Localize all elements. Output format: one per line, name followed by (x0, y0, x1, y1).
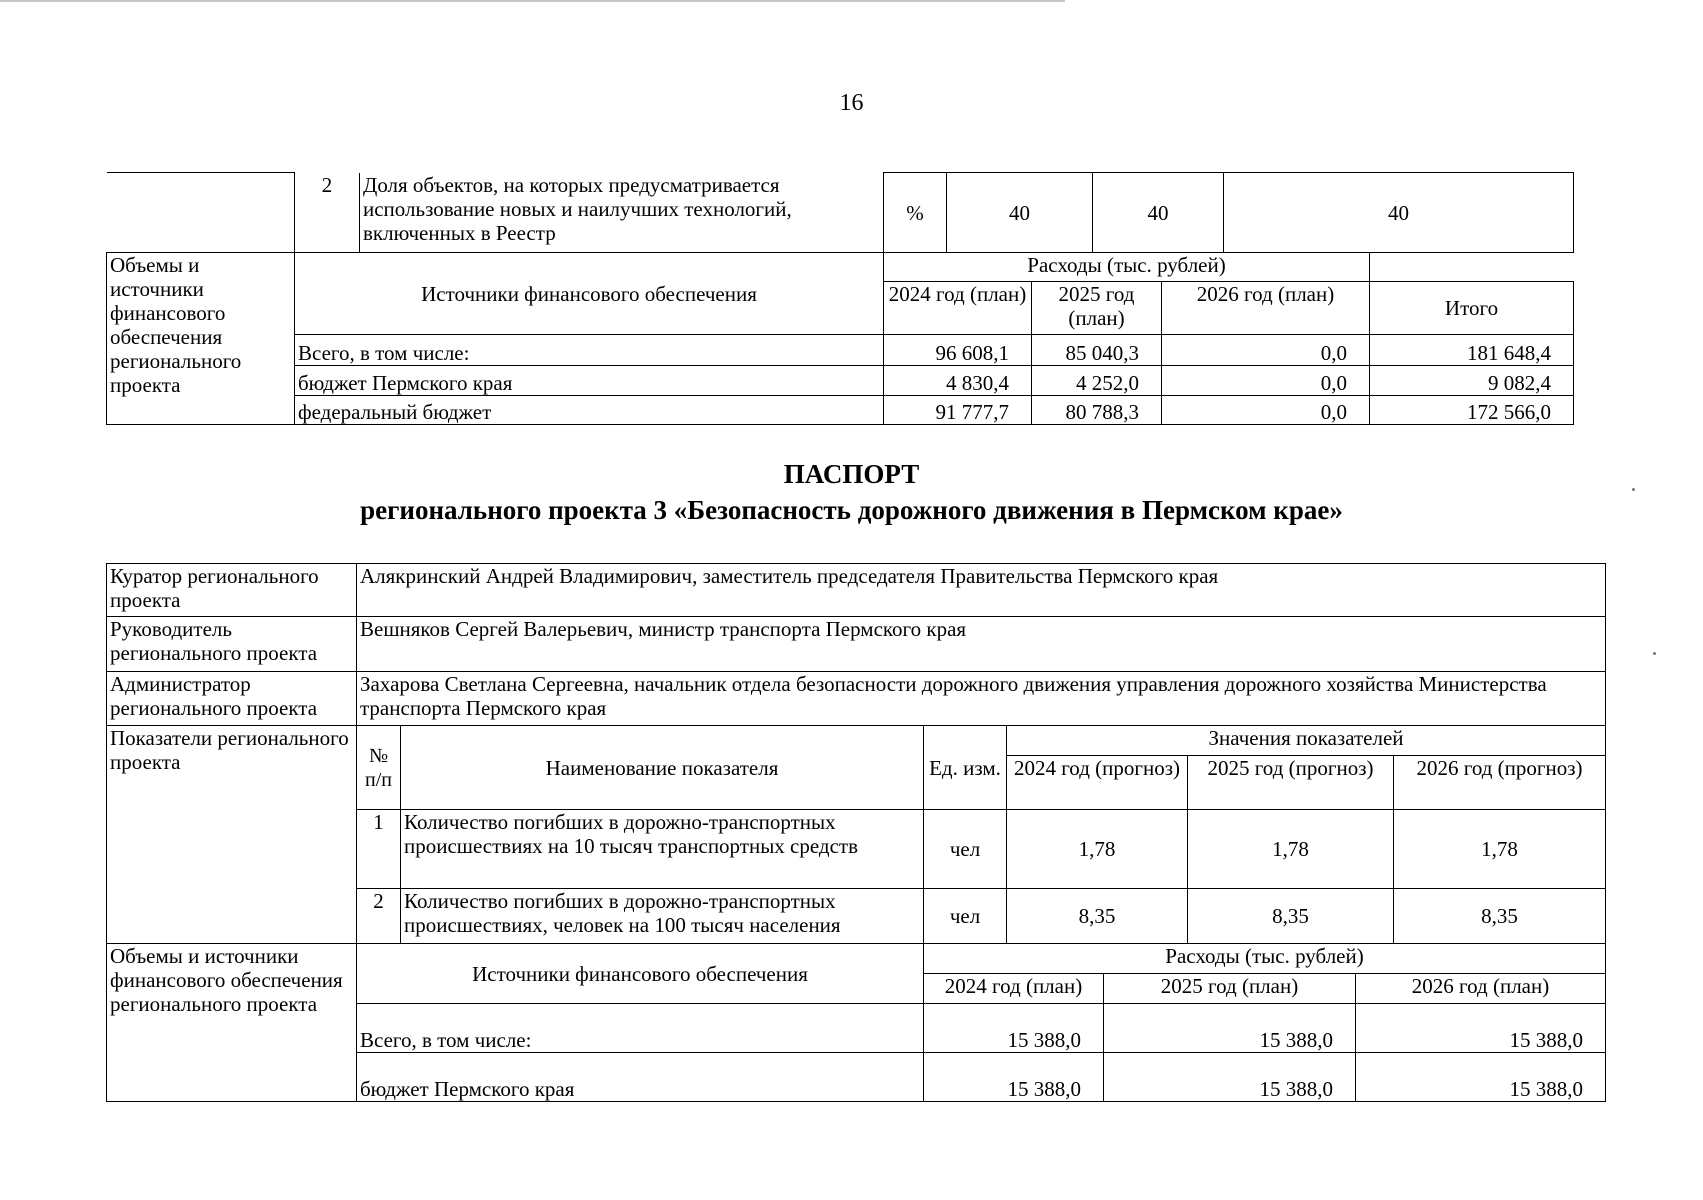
passport-title: ПАСПОРТ (783, 459, 920, 489)
curator-value: Алякринский Андрей Владимирович, заместитель председателя Правительства Пермского края (357, 564, 1606, 617)
indicator-value-2025: 1,78 (1188, 810, 1394, 889)
head-label: Руководитель регионального проекта (107, 617, 357, 672)
row-number: 2 (295, 173, 360, 253)
source-name: Всего, в том числе: (357, 1004, 924, 1053)
value-2024: 91 777,7 (884, 396, 1032, 425)
value-2025: 15 388,0 (1104, 1053, 1356, 1102)
indicator-value-2026: 1,78 (1394, 810, 1606, 889)
source-name: бюджет Пермского края (295, 366, 884, 396)
sources-header: Источники финансового обеспечения (357, 944, 924, 1004)
value-2024: 4 830,4 (884, 366, 1032, 396)
value-total: 9 082,4 (1370, 366, 1574, 396)
values-header: Значения показателей (1007, 726, 1606, 756)
value-2025: 85 040,3 (1032, 335, 1162, 366)
empty-cell (107, 173, 295, 253)
indicators-label: Показатели регионального проекта (107, 726, 357, 944)
indicator-name-header: Наименование показателя (401, 726, 924, 810)
source-name: федеральный бюджет (295, 396, 884, 425)
num-header: № п/п (357, 726, 401, 810)
continuation-table (106, 172, 1574, 425)
scan-edge-line (0, 0, 1065, 2)
plan-header-2026: 2026 год (план) (1356, 974, 1606, 1004)
row-number: 2 (357, 889, 401, 944)
indicator-unit: % (884, 173, 947, 253)
indicator-name: Количество погибших в дорожно-транспортных происшествиях, человек на 100 тысяч населения (401, 889, 924, 944)
indicator-name: Количество погибших в дорожно-транспортных происшествиях на 10 тысяч транспортных средств (401, 810, 924, 889)
financing-row (107, 396, 1574, 425)
indicator-value-2024: 1,78 (1007, 810, 1188, 889)
indicator-unit: чел (924, 810, 1007, 889)
forecast-header-2025: 2025 год (прогноз) (1188, 756, 1394, 810)
indicator-name: Доля объектов, на которых предусматривается использование новых и наилучших технологий, включенных в Реестр (360, 173, 884, 253)
indicator-unit: чел (924, 889, 1007, 944)
value-2026: 15 388,0 (1356, 1004, 1606, 1053)
sources-header: Источники финансового обеспечения (295, 253, 884, 335)
year-header-2025: 2025 год (план) (1032, 282, 1162, 335)
year-header-2024: 2024 год (план) (884, 282, 1032, 335)
expenses-header: Расходы (тыс. рублей) (924, 944, 1606, 974)
admin-row (107, 672, 1606, 726)
curator-row (107, 564, 1606, 617)
passport-subtitle: регионального проекта 3 «Безопасность дорожного движения в Пермском крае» (360, 495, 1343, 525)
indicator-value-2025: 40 (1093, 173, 1224, 253)
source-name: Всего, в том числе: (295, 335, 884, 366)
plan-header-2024: 2024 год (план) (924, 974, 1104, 1004)
head-value: Вешняков Сергей Валерьевич, министр транспорта Пермского края (357, 617, 1606, 672)
value-2024: 15 388,0 (924, 1004, 1104, 1053)
indicator-value-2024: 40 (947, 173, 1093, 253)
value-total: 172 566,0 (1370, 396, 1574, 425)
indicator-value-2024: 8,35 (1007, 889, 1188, 944)
year-header-2026: 2026 год (план) (1162, 282, 1370, 335)
indicator-value-2026: 40 (1224, 173, 1574, 253)
source-name: бюджет Пермского края (357, 1053, 924, 1102)
total-header: Итого (1370, 282, 1574, 335)
value-2026: 15 388,0 (1356, 1053, 1606, 1102)
indicator-row (107, 173, 1574, 253)
row-number: 1 (357, 810, 401, 889)
indicator-value-2026: 8,35 (1394, 889, 1606, 944)
financing-label: Объемы и источники финансового обеспечения регионального проекта (107, 944, 357, 1102)
value-2026: 0,0 (1162, 366, 1370, 396)
scan-speck (1653, 652, 1656, 655)
curator-label: Куратор регионального проекта (107, 564, 357, 617)
value-2026: 0,0 (1162, 396, 1370, 425)
unit-header: Ед. изм. (924, 726, 1007, 810)
head-row (107, 617, 1606, 672)
forecast-header-2024: 2024 год (прогноз) (1007, 756, 1188, 810)
value-2025: 4 252,0 (1032, 366, 1162, 396)
expenses-header: Расходы (тыс. рублей) (884, 253, 1370, 282)
page-number: 16 (839, 90, 864, 116)
value-2026: 0,0 (1162, 335, 1370, 366)
value-2025: 15 388,0 (1104, 1004, 1356, 1053)
financing-row (107, 335, 1574, 366)
forecast-header-2026: 2026 год (прогноз) (1394, 756, 1606, 810)
admin-label: Администратор регионального проекта (107, 672, 357, 726)
financing-label: Объемы и источники финансового обеспечения регионального проекта (107, 253, 295, 425)
passport-table (106, 563, 1606, 1102)
value-2024: 15 388,0 (924, 1053, 1104, 1102)
plan-header-2025: 2025 год (план) (1104, 974, 1356, 1004)
admin-value: Захарова Светлана Сергеевна, начальник отдела безопасности дорожного движения управления дорожного хозяйства Министерства транспорта Пермского края (357, 672, 1606, 726)
value-2025: 80 788,3 (1032, 396, 1162, 425)
financing-row (107, 366, 1574, 396)
indicator-value-2025: 8,35 (1188, 889, 1394, 944)
value-2024: 96 608,1 (884, 335, 1032, 366)
value-total: 181 648,4 (1370, 335, 1574, 366)
